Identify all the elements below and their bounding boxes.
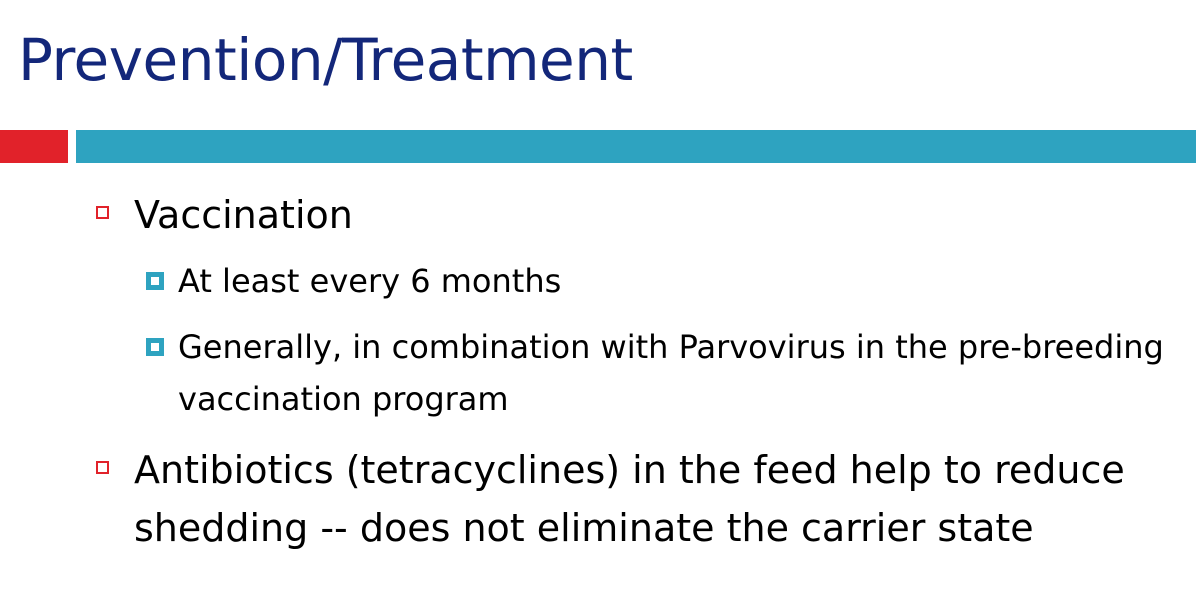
bullet-text: Antibiotics (tetracyclines) in the feed help to reduce shedding -- does not eliminate the carrier state [134,448,1125,550]
title-accent-teal-bar [76,130,1196,163]
filled-square-bullet-icon [146,338,164,356]
slide-title: Prevention/Treatment [18,26,633,94]
bullet-item [134,441,1174,557]
hollow-square-bullet-icon [96,206,109,219]
filled-square-bullet-icon [146,272,164,290]
sub-bullet-item [178,255,1168,307]
title-accent-red-bar [0,130,68,163]
sub-bullet-text: Generally, in combination with Parvovirus in the pre-breeding vaccination program [178,328,1164,418]
sub-bullet-text: At least every 6 months [178,262,562,300]
bullet-item [134,186,1174,244]
sub-bullet-item [178,321,1168,425]
hollow-square-bullet-icon [96,461,109,474]
bullet-text: Vaccination [134,193,353,237]
